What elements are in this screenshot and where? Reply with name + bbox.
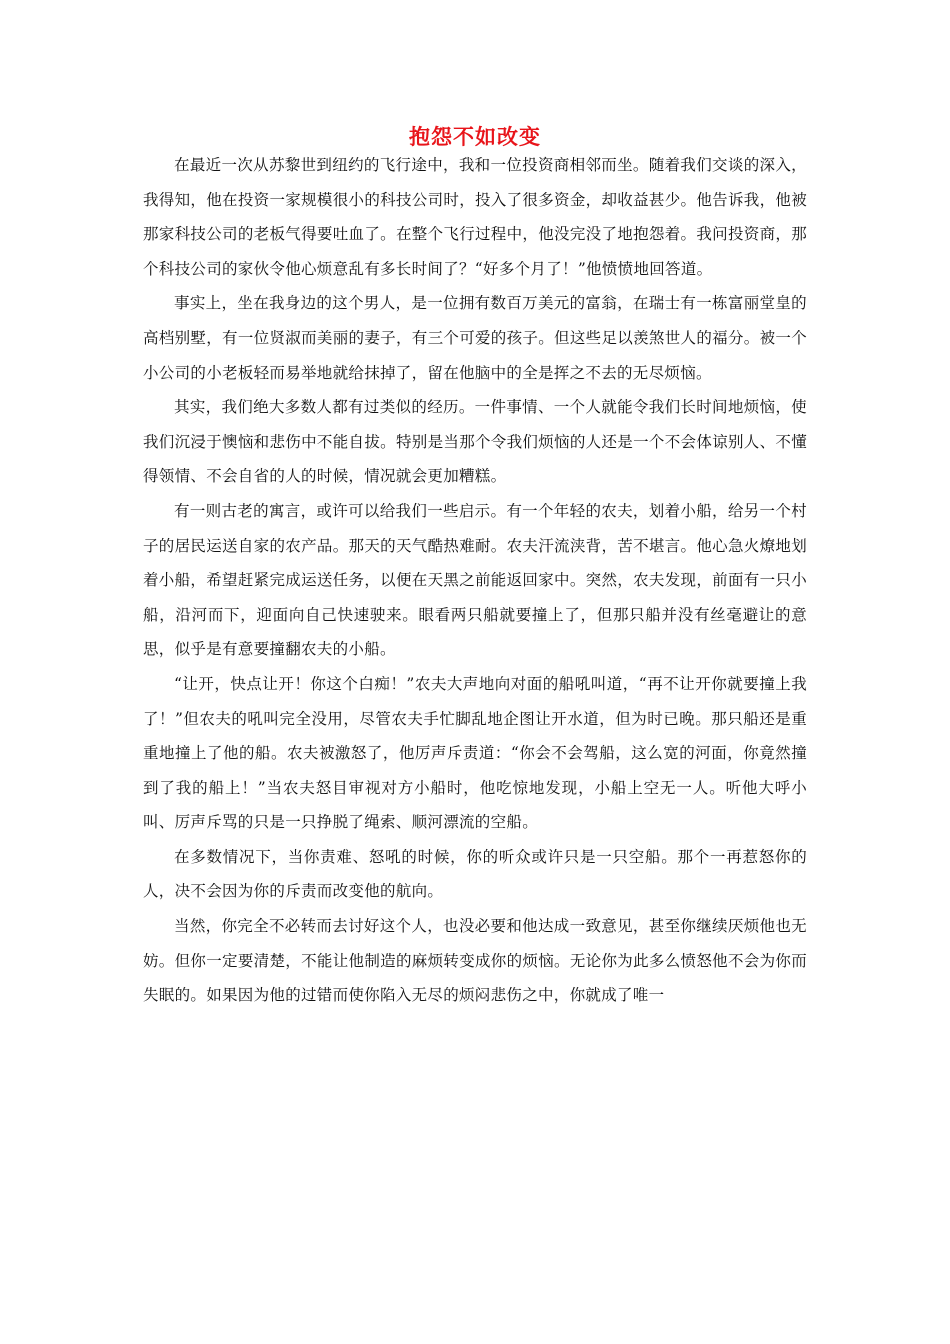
paragraph: 在多数情况下，当你责难、怒吼的时候，你的听众或许只是一只空船。那个一再惹怒你的人，决不会因为你的斥责而改变他的航向。	[143, 847, 807, 901]
paragraph: “让开，快点让开！你这个白痴！”农夫大声地向对面的船吼叫道，“再不让开你就要撞上我了！”但农夫的吼叫完全没用，尽管农夫手忙脚乱地企图让开水道，但为时已晚。那只船还是重重地撞上了他的船。农夫被激怒了，他厉声斥责道：“你会不会驾船，这么宽的河面，你竟然撞到了我的船上！”当农夫怒目审视对方小船时，他吃惊地发现，小船上空无一人。听他大呼小叫、厉声斥骂的只是一只挣脱了绳索、顺河漂流的空船。	[143, 674, 807, 832]
document-title: 抱怨不如改变	[409, 125, 541, 149]
paragraph: 其实，我们绝大多数人都有过类似的经历。一件事情、一个人就能令我们长时间地烦恼，使我们沉浸于懊恼和悲伤中不能自拔。特别是当那个令我们烦恼的人还是一个不会体谅别人、不懂得领情、不会自省的人的时候，情况就会更加糟糕。	[143, 398, 807, 486]
paragraph: 在最近一次从苏黎世到纽约的飞行途中，我和一位投资商相邻而坐。随着我们交谈的深入，我得知，他在投资一家规模很小的科技公司时，投入了很多资金，却收益甚少。他告诉我，他被那家科技公司的老板气得要吐血了。在整个飞行过程中，他没完没了地抱怨着。我问投资商，那个科技公司的家伙令他心烦意乱有多长时间了？“好多个月了！”他愤愤地回答道。	[143, 156, 807, 278]
paragraph: 当然，你完全不必转而去讨好这个人，也没必要和他达成一致意见，甚至你继续厌烦他也无妨。但你一定要清楚，不能让他制造的麻烦转变成你的烦恼。无论你为此多么愤怒他不会为你而失眠的。如果因为他的过错而使你陷入无尽的烦闷悲伤之中，你就成了唯一	[143, 917, 807, 1005]
paragraph: 有一则古老的寓言，或许可以给我们一些启示。有一个年轻的农夫，划着小船，给另一个村子的居民运送自家的农产品。那天的天气酷热难耐。农夫汗流浃背，苦不堪言。他心急火燎地划着小船，希望赶紧完成运送任务，以便在天黑之前能返回家中。突然，农夫发现，前面有一只小船，沿河而下，迎面向自己快速驶来。眼看两只船就要撞上了，但那只船并没有丝毫避让的意思，似乎是有意要撞翻农夫的小船。	[143, 501, 807, 659]
paragraph: 事实上，坐在我身边的这个男人，是一位拥有数百万美元的富翁，在瑞士有一栋富丽堂皇的高档别墅，有一位贤淑而美丽的妻子，有三个可爱的孩子。但这些足以羡煞世人的福分。被一个小公司的小老板轻而易举地就给抹掉了，留在他脑中的全是挥之不去的无尽烦恼。	[143, 294, 807, 382]
document-body	[143, 148, 807, 1013]
